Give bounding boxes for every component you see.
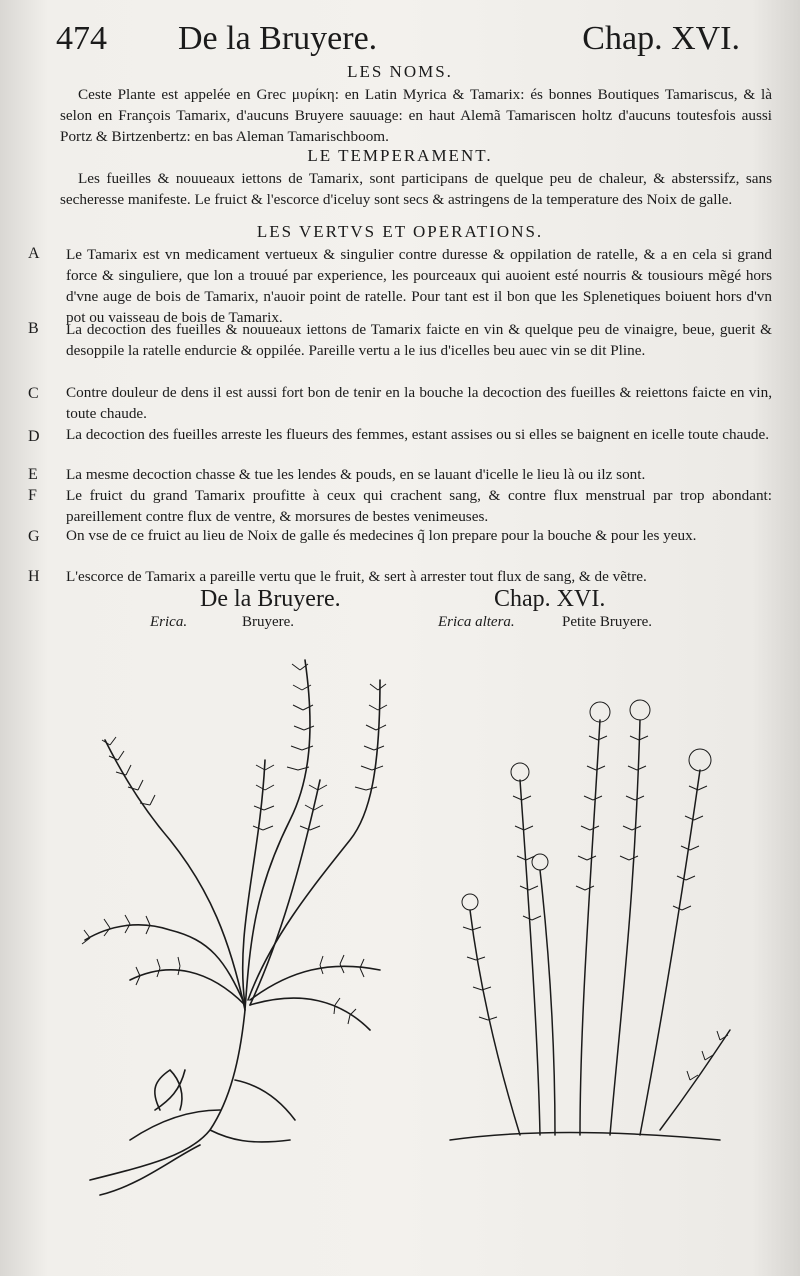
paragraph-vertu-f: Le fruict du grand Tamarix proufitte à ceux qui crachent sang, & contre flux menstrual par trop abondant: pareillement contre flux de ventre, & morsures de bestes venimeuses. (66, 487, 772, 525)
page-number: 474 (56, 20, 107, 57)
page-header (56, 18, 760, 66)
running-title: De la Bruyere. (178, 20, 378, 57)
margin-marker-g: G (28, 528, 40, 545)
figure-label-erica-altera: Erica altera. (438, 614, 515, 630)
paragraph-vertu-b: La decoction des fueilles & nouueaux iettons de Tamarix faicte en vin & quelque peu de vinaigre, beue, guerit & desoppile la ratelle endurcie & oppilée. Pareille vertu a le ius d'icelles beu auec vin se dit Pline. (66, 321, 772, 359)
margin-marker-c: C (28, 385, 39, 402)
section-heading-vertus: LES VERTVS ET OPERATIONS. (256, 222, 544, 241)
margin-marker-d: D (28, 428, 40, 445)
figure-label-bruyere: Bruyere. (242, 614, 295, 630)
paragraph-vertu-a: Le Tamarix est vn medicament vertueux & singulier contre duresse & oppilation de ratelle, & a en cela si grand force & singuliere, que lon a trouué par experience, les pourceaux qui auoient esté nourris & tousiours mẽgé hors d'vne auge de bois de Tamarix, n'auoir point de ratelle. Pour tant est il bon que les Splenetiques boiuent hors d'vn pot ou vaisseau de bois de Tamarix. (66, 246, 772, 326)
paragraph-noms: Ceste Plante est appelée en Grec μυρίκη: en Latin Myrica & Tamarix: és bonnes Boutiques Tamariscus, & là selon en François Tamarix, d'aucuns Bruyere sauuage: en haut Alemã Tamariscen holtz d'aucuns toutesfois aussi Portz & Birtzenbertz: en bas Aleman Tamarischboom. (60, 86, 772, 145)
paragraph-vertu-c: Contre douleur de dens il est aussi fort bon de tenir en la bouche la decoction des fueilles & reiettons faicte en vin, toute chaude. (66, 384, 772, 422)
margin-marker-a: A (28, 245, 40, 262)
figure-caption-right: Chap. XVI. (494, 586, 606, 612)
figure-label-petite-bruyere: Petite Bruyere. (562, 614, 652, 630)
margin-marker-f: F (28, 487, 37, 504)
chapter-heading: Chap. XVI. (582, 20, 740, 57)
paragraph-vertu-e: La mesme decoction chasse & tue les lendes & pouds, en se lauant d'icelle le lieu là ou ilz sont. (66, 466, 646, 483)
margin-marker-h: H (28, 568, 40, 585)
margin-marker-e: E (28, 466, 38, 483)
paragraph-vertu-d: La decoction des fueilles arreste les flueurs des femmes, estant assises ou si elles se baignent en icelle toute chaude. (66, 426, 770, 443)
paragraph-vertu-h: L'escorce de Tamarix a pareille vertu que le fruit, & sert à arrester tout flux de sang, & de vẽtre. (66, 568, 647, 585)
erica-woodcut-illustration (60, 640, 420, 1200)
paragraph-temperament: Les fueilles & nouueaux iettons de Tamarix, sont participans de quelque peu de chaleur, & absterssifz, sans secheresse manifeste. Le fruict & l'escorce d'iceluy sont secs & astringens de la temperature des Noix de galle. (60, 170, 772, 208)
paragraph-vertu-g: On vse de ce fruict au lieu de Noix de galle és medecines q̃ lon prepare pour la bouche & pour les yeux. (66, 527, 697, 544)
erica-altera-woodcut-illustration (430, 660, 750, 1160)
margin-marker-b: B (28, 320, 39, 337)
figure-label-erica: Erica. (150, 614, 188, 630)
figure-caption-left: De la Bruyere. (200, 586, 341, 612)
section-heading-temperament: LE TEMPERAMENT. (307, 146, 493, 165)
section-heading-noms: LES NOMS. (347, 62, 453, 81)
